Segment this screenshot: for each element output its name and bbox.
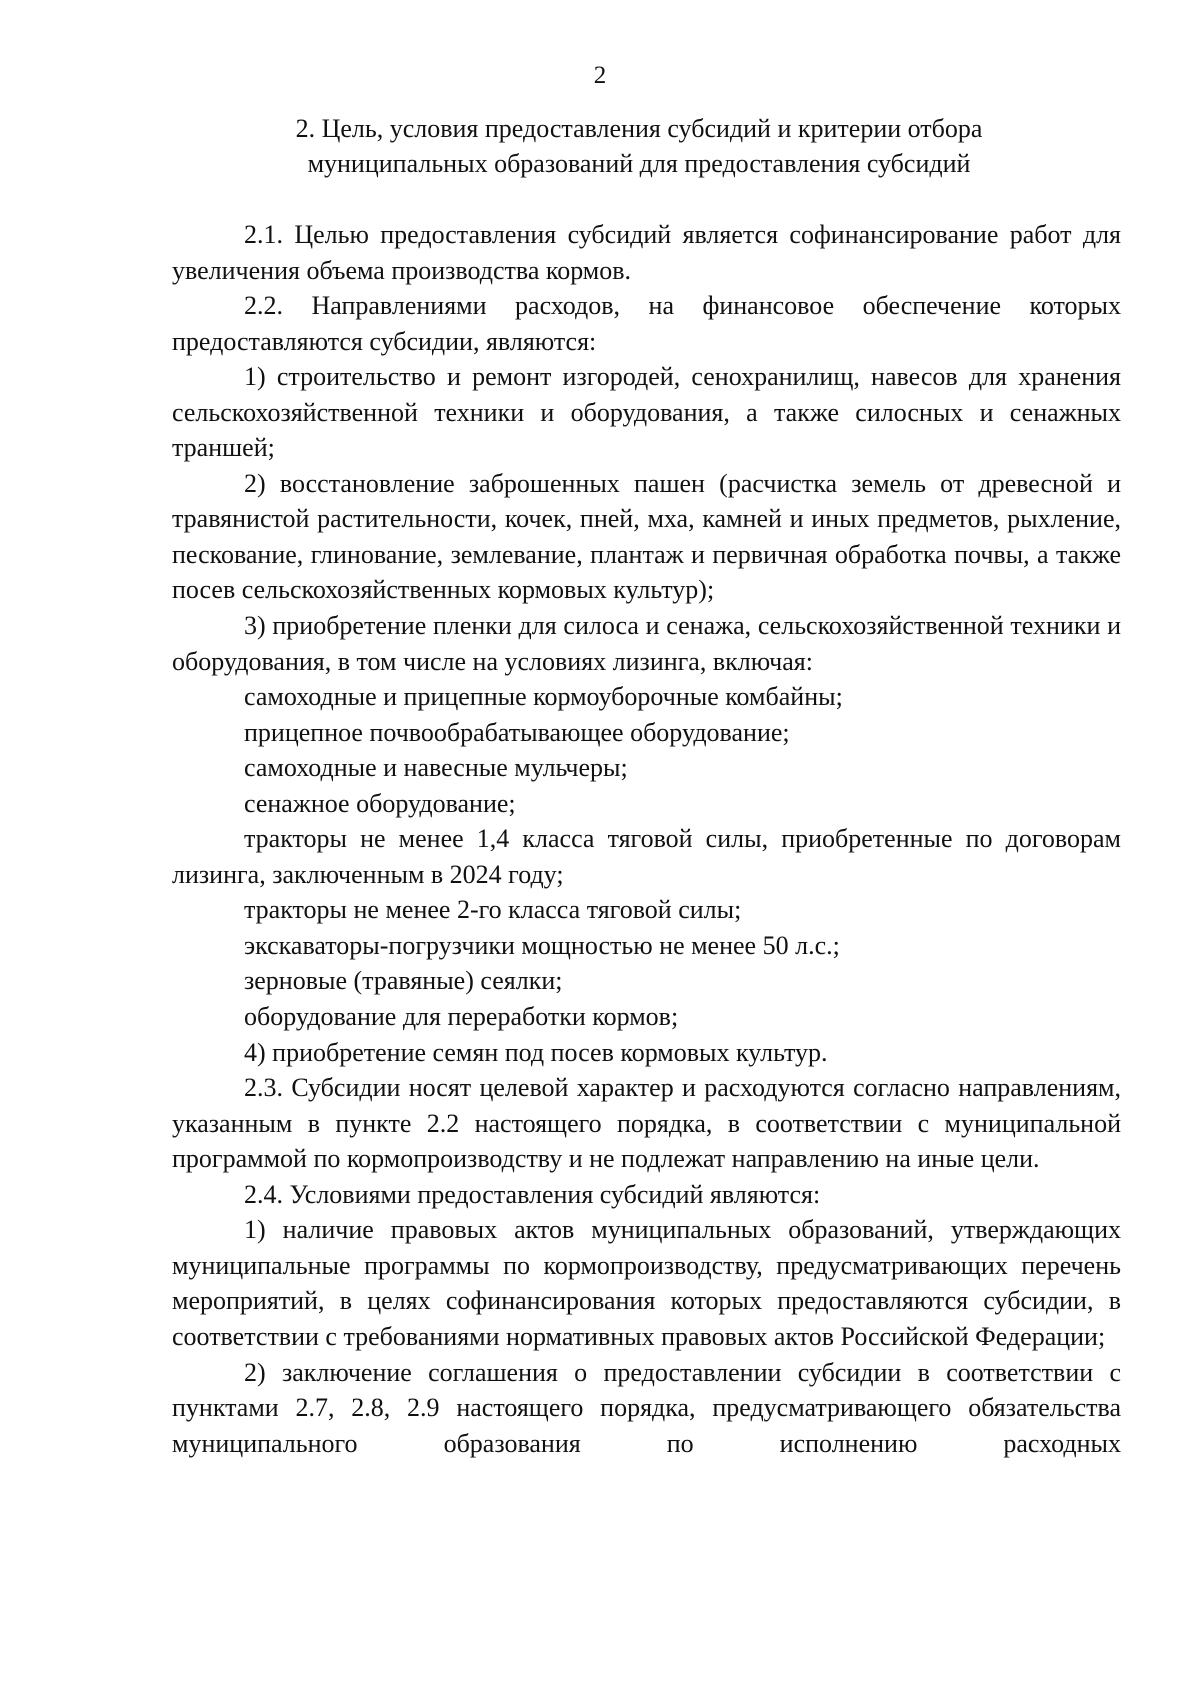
paragraph-2-2-item-4: 4) приобретение семян под посев кормовых культур. bbox=[244, 1037, 828, 1067]
section-heading-line-2: муниципальных образований для предоставления субсидий bbox=[307, 149, 971, 178]
paragraph-2-2-item-2: 2) восстановление заброшенных пашен (расчистка земель от древесной и травянистой растительности, кочек, пней, мха, камней и иных предметов, рыхление, пескование, глинование, землевание, плантаж и первичная обработка почвы, а также посев сельскохозяйственных кормовых культур); bbox=[172, 468, 1121, 605]
paragraph-2-2-item-1: 1) строительство и ремонт изгородей, сенохранилищ, навесов для хранения сельскохозяйственной техники и оборудования, а также силосных и сенажных траншей; bbox=[172, 362, 1121, 463]
section-heading bbox=[250, 111, 1028, 181]
paragraph-2-4-item-1: 1) наличие правовых актов муниципальных образований, утверждающих муниципальные программы по кормопроизводству, предусматривающих перечень мероприятий, в целях софинансирования которых предоставляются субсидии, в соответствии с требованиями нормативных правовых актов Российской Федерации; bbox=[172, 1215, 1121, 1351]
equipment-list-item: сенажное оборудование; bbox=[244, 788, 516, 818]
paragraph-2-2: 2.2. Направлениями расходов, на финансовое обеспечение которых предоставляются субсидии, являются: bbox=[172, 291, 1121, 356]
document-body bbox=[172, 217, 1121, 1461]
equipment-list-item: оборудование для переработки кормов; bbox=[244, 1002, 679, 1032]
paragraph-2-2-item-3: 3) приобретение пленки для силоса и сенажа, сельскохозяйственной техники и оборудования, в том числе на условиях лизинга, включая: bbox=[172, 611, 1121, 676]
paragraph-2-4: 2.4. Условиями предоставления субсидий являются: bbox=[244, 1179, 821, 1209]
page-number: 2 bbox=[593, 62, 607, 89]
equipment-list-item: самоходные и прицепные кормоуборочные комбайны; bbox=[244, 682, 843, 712]
equipment-list-item: зерновые (травяные) сеялки; bbox=[244, 966, 563, 996]
paragraph-2-1: 2.1. Целью предоставления субсидий является софинансирование работ для увеличения объема производства кормов. bbox=[172, 220, 1121, 285]
section-heading-line-1: 2. Цель, условия предоставления субсидий и критерии отбора bbox=[295, 114, 983, 143]
equipment-list-item: тракторы не менее 2-го класса тяговой силы; bbox=[244, 895, 742, 925]
paragraph-2-4-item-2: 2) заключение соглашения о предоставлении субсидии в соответствии с пунктами 2.7, 2.8, 2.9 настоящего порядка, предусматривающего обязательства муниципального образования по исполнению расходных bbox=[172, 1357, 1121, 1458]
equipment-list-item: тракторы не менее 1,4 класса тяговой силы, приобретенные по договорам лизинга, заключенным в 2024 году; bbox=[172, 824, 1121, 889]
equipment-list-item: экскаваторы-погрузчики мощностью не менее 50 л.с.; bbox=[244, 930, 840, 960]
equipment-list-item: самоходные и навесные мульчеры; bbox=[244, 753, 628, 783]
paragraph-2-3: 2.3. Субсидии носят целевой характер и расходуются согласно направлениям, указанным в пункте 2.2 настоящего порядка, в соответствии с муниципальной программой по кормопроизводству и не подлежат направлению на иные цели. bbox=[172, 1073, 1121, 1174]
equipment-list-item: прицепное почвообрабатывающее оборудование; bbox=[244, 717, 790, 747]
